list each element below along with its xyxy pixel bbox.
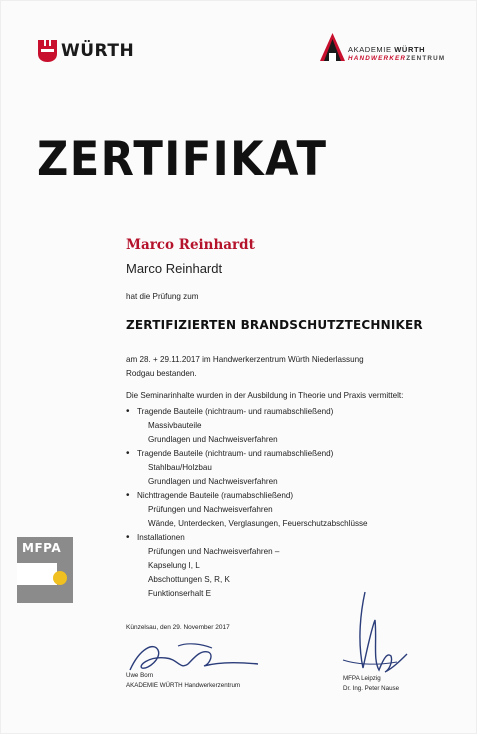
mfpa-dot-icon [53, 571, 67, 585]
wuerth-logo [38, 40, 134, 62]
list-subitem: Massivbauteile [148, 421, 202, 430]
list-subitem: Stahlbau/Holzbau [148, 463, 212, 472]
list-item: • Nichttragende Bauteile (raumabschließend) [126, 489, 456, 503]
seminar-intro: Die Seminarinhalte wurden in der Ausbildung in Theorie und Praxis vermittelt: [126, 391, 404, 400]
exam-date-line-1: am 28. + 29.11.2017 im Handwerkerzentrum Würth Niederlassung [126, 355, 364, 364]
right-signatory-org: MFPA Leipzig [343, 675, 381, 682]
list-subitem: Prüfungen und Nachweisverfahren – [148, 547, 280, 556]
brand-name: WÜRTH [61, 41, 135, 61]
list-subitem: Wände, Unterdecken, Verglasungen, Feuerschutzabschlüsse [148, 519, 368, 528]
list-subitem: Funktionserhalt E [148, 589, 211, 598]
exam-date [126, 353, 364, 381]
mfpa-logo-text: MFPA [22, 541, 62, 555]
certificate-title: ZERTIFIKAT [37, 132, 328, 187]
qualification-title: ZERTIFIZIERTEN BRANDSCHUTZTECHNIKER [126, 318, 423, 332]
exam-intro: hat die Prüfung zum [126, 292, 199, 301]
list-subitem: Grundlagen und Nachweisverfahren [148, 435, 278, 444]
academy-logo [320, 33, 445, 62]
list-subitem: Grundlagen und Nachweisverfahren [148, 477, 278, 486]
list-subitem: Prüfungen und Nachweisverfahren [148, 505, 273, 514]
seminar-content-list [126, 405, 456, 601]
list-subitem: Abschottungen S, R, K [148, 575, 230, 584]
place-date: Künzelsau, den 29. November 2017 [126, 624, 230, 631]
mfpa-logo [17, 537, 73, 603]
recipient-name: Marco Reinhardt [126, 261, 223, 276]
list-item: • Tragende Bauteile (nichtraum- und raumabschließend) [126, 447, 456, 461]
recipient-name-signature: Marco Reinhardt [126, 237, 255, 253]
exam-date-line-2: Rodgau bestanden. [126, 369, 197, 378]
academy-subline: HANDWERKERZENTRUM [348, 55, 446, 62]
left-signatory-org: AKADEMIE WÜRTH Handwerkerzentrum [126, 682, 241, 689]
academy-triangle-icon [320, 33, 345, 61]
right-signatory-name: Dr. Ing. Peter Nause [343, 685, 400, 692]
wuerth-emblem-icon [38, 40, 57, 62]
list-item: • Installationen [126, 531, 456, 545]
right-signature-icon [335, 590, 410, 680]
left-signatory-name: Uwe Born [126, 672, 154, 679]
list-subitem: Kapselung I, L [148, 561, 200, 570]
academy-name: AKADEMIE WÜRTH [348, 45, 426, 54]
list-item: • Tragende Bauteile (nichtraum- und raumabschließend) [126, 405, 456, 419]
